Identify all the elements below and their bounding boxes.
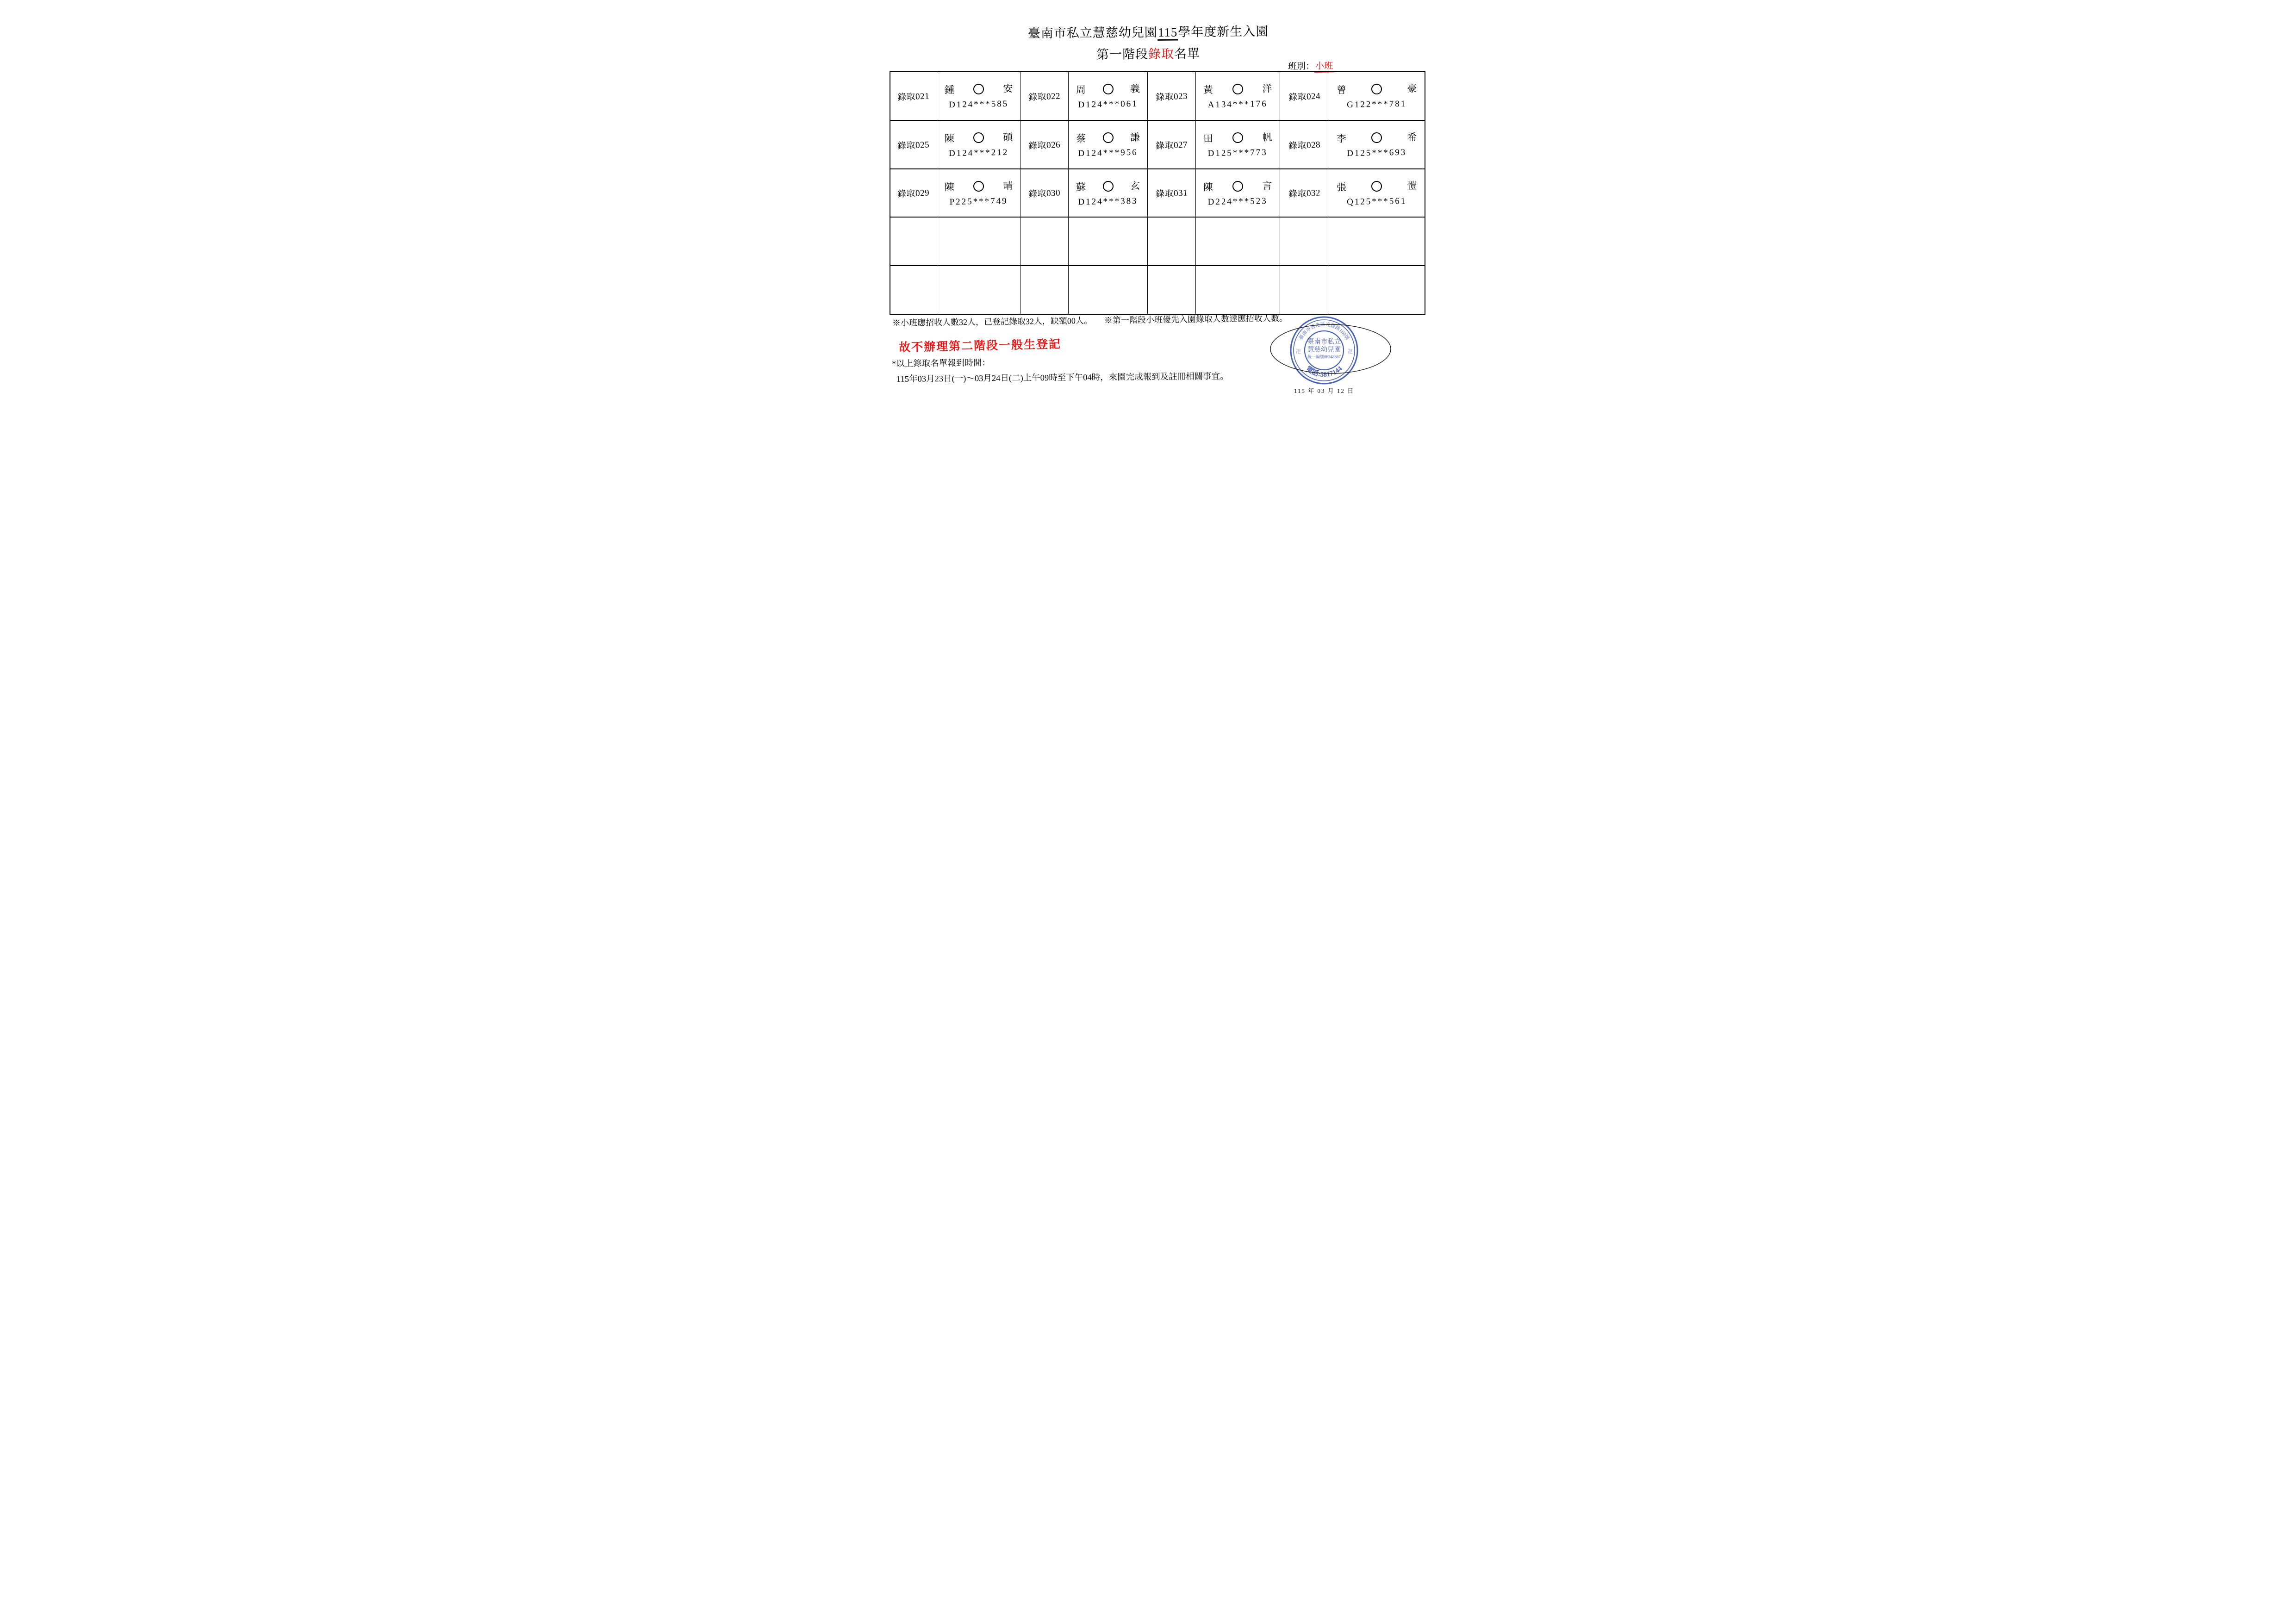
quota-note-1: ※小班應招收人數32人，已登記錄取32人，缺額00人。	[892, 316, 1092, 328]
title2-suffix: 名單	[1174, 47, 1200, 61]
student-cell	[1196, 169, 1280, 218]
empty-cell	[1280, 266, 1329, 314]
masked-character-circle	[973, 180, 984, 191]
empty-cell	[1148, 266, 1196, 314]
table-row	[890, 120, 1425, 169]
empty-cell	[937, 217, 1020, 266]
masked-character-circle	[973, 132, 984, 143]
seal-date: 115 年 03 月 12 日	[1294, 387, 1354, 394]
student-name: 張 愷	[1336, 180, 1417, 193]
student-cell	[937, 120, 1020, 169]
seal-address-arc: 臺南市善化區光復路160號	[1298, 322, 1350, 341]
class-value: 小班	[1314, 61, 1333, 73]
student-cell	[1069, 120, 1148, 169]
masked-character-circle	[1232, 180, 1243, 191]
admission-number-cell	[1280, 169, 1329, 218]
student-id: D224***523	[1207, 196, 1268, 207]
admission-number-cell	[1280, 120, 1329, 169]
admission-number: 錄取025	[897, 139, 930, 151]
masked-character-circle	[973, 84, 984, 94]
student-name: 蔡 謙	[1076, 131, 1140, 144]
student-id: D124***383	[1078, 196, 1138, 207]
empty-cell	[1196, 266, 1280, 314]
student-name: 曾 豪	[1336, 83, 1417, 96]
seal-center-line2: 慧慈幼兒園	[1307, 346, 1341, 354]
table-row-empty	[890, 266, 1425, 314]
admission-number-cell	[1148, 120, 1196, 169]
admission-number: 錄取022	[1028, 91, 1061, 103]
student-name: 周 義	[1076, 83, 1140, 96]
admission-number-cell	[890, 120, 937, 169]
student-name: 黃 洋	[1203, 83, 1272, 96]
empty-cell	[1196, 217, 1280, 266]
student-id: Q125***561	[1346, 196, 1407, 207]
student-cell	[937, 169, 1020, 218]
student-cell	[1196, 72, 1280, 120]
student-name: 陳 碩	[944, 131, 1013, 144]
document-title-line2	[861, 42, 1435, 65]
student-cell	[1329, 120, 1425, 169]
student-name: 陳 晴	[944, 180, 1013, 193]
empty-cell	[937, 266, 1020, 314]
empty-cell	[1069, 266, 1148, 314]
admission-number-cell	[1020, 72, 1069, 120]
admission-number-cell	[1020, 120, 1069, 169]
report-time-detail: 115年03月23日(一)～03月24日(二)上午09時至下午04時，來園完成報到及註冊相關事宜。	[896, 372, 1229, 384]
empty-cell	[1020, 266, 1069, 314]
title-year-underlined: 115	[1157, 25, 1178, 40]
title-suffix: 學年度新生入園	[1177, 24, 1269, 39]
student-id: D124***212	[948, 148, 1009, 159]
admission-number: 錄取024	[1288, 91, 1321, 103]
title2-highlight-red: 錄取	[1148, 47, 1174, 61]
seal-tax-id: 統一編號06548667	[1307, 355, 1341, 359]
document-title-line1	[861, 20, 1435, 43]
seal-phone-arc: 電話:5817144	[1304, 365, 1344, 379]
student-cell	[937, 72, 1020, 120]
masked-character-circle	[1232, 132, 1243, 143]
seal-center-line1: 臺南市私立	[1307, 338, 1341, 346]
student-cell	[1329, 169, 1425, 218]
student-cell	[1196, 120, 1280, 169]
admission-number-cell	[1148, 72, 1196, 120]
admission-number: 錄取032	[1288, 188, 1321, 200]
student-id: D124***061	[1078, 99, 1138, 110]
masked-character-circle	[1102, 84, 1113, 94]
school-seal-stamp	[1263, 309, 1398, 404]
swastika-icon: 卍	[1295, 349, 1300, 355]
admission-number: 錄取030	[1028, 188, 1061, 200]
admission-number: 錄取021	[897, 91, 930, 103]
table-row	[890, 72, 1425, 120]
student-name: 陳 言	[1203, 180, 1272, 193]
admission-number-cell	[1148, 169, 1196, 218]
student-id: D125***773	[1207, 148, 1268, 159]
admission-number-cell	[890, 72, 937, 120]
table-row-empty	[890, 217, 1425, 266]
admission-number-cell	[1280, 72, 1329, 120]
title2-prefix: 第一階段	[1096, 47, 1148, 62]
empty-cell	[1329, 217, 1425, 266]
scanned-admission-document	[861, 0, 1435, 406]
student-id: D124***585	[948, 99, 1009, 110]
admission-number: 錄取028	[1288, 139, 1321, 151]
admission-number: 錄取029	[897, 188, 930, 200]
masked-character-circle	[1102, 132, 1113, 143]
title-prefix: 臺南市私立慧慈幼兒園	[1027, 25, 1157, 41]
masked-character-circle	[1102, 180, 1113, 191]
student-id: G122***781	[1346, 99, 1407, 110]
admission-roster-table	[890, 71, 1425, 315]
admission-number: 錄取026	[1028, 139, 1061, 151]
admission-number: 錄取023	[1155, 91, 1188, 103]
admission-number: 錄取031	[1155, 188, 1188, 200]
student-id: D125***693	[1346, 148, 1407, 159]
class-type-line	[1288, 59, 1333, 72]
swastika-icon: 卍	[1347, 349, 1352, 355]
masked-character-circle	[1371, 180, 1382, 191]
student-name: 李 希	[1336, 131, 1417, 145]
masked-character-circle	[1371, 84, 1382, 94]
student-name: 蘇 玄	[1076, 180, 1140, 193]
student-name: 田 帆	[1203, 131, 1272, 144]
empty-cell	[1280, 217, 1329, 266]
empty-cell	[1020, 217, 1069, 266]
student-name: 鍾 安	[944, 83, 1013, 96]
student-cell	[1329, 72, 1425, 120]
masked-character-circle	[1371, 132, 1382, 143]
report-time-title: *以上錄取名單報到時間：	[891, 358, 990, 369]
student-id: A134***176	[1207, 99, 1268, 110]
admission-number-cell	[1020, 169, 1069, 218]
admission-number: 錄取027	[1155, 139, 1188, 151]
student-id: D124***956	[1078, 148, 1138, 159]
class-label: 班別：	[1288, 61, 1314, 72]
empty-cell	[1069, 217, 1148, 266]
empty-cell	[1148, 217, 1196, 266]
table-row	[890, 169, 1425, 218]
empty-cell	[890, 217, 937, 266]
admission-number-cell	[890, 169, 937, 218]
empty-cell	[1329, 266, 1425, 314]
student-cell	[1069, 169, 1148, 218]
student-id: P225***749	[949, 196, 1008, 207]
empty-cell	[890, 266, 937, 314]
masked-character-circle	[1232, 84, 1243, 94]
no-second-stage-notice: 故不辦理第二階段一般生登記	[898, 338, 1061, 354]
quota-note-2: ※第一階段小班優先入園錄取人數達應招收人數。	[1104, 313, 1288, 325]
student-cell	[1069, 72, 1148, 120]
